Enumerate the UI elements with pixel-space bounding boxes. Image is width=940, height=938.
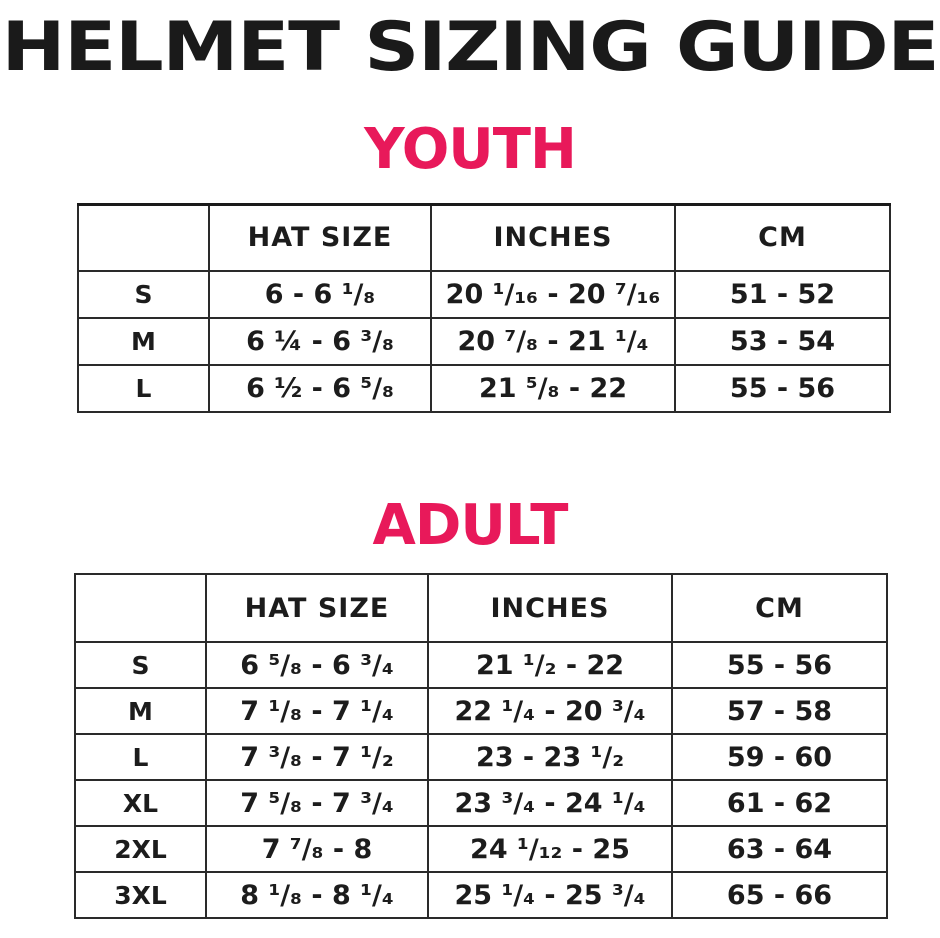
inches-cell: 21 ⁵/₈ - 22 [431, 365, 675, 412]
size-cell: 3XL [75, 872, 206, 918]
inches-cell: 21 ¹/₂ - 22 [428, 642, 672, 688]
inches-cell: 25 ¹/₄ - 25 ³/₄ [428, 872, 672, 918]
page-title: HELMET SIZING GUIDE [1, 8, 939, 87]
size-cell: 2XL [75, 826, 206, 872]
cm-cell: 53 - 54 [675, 318, 890, 365]
table-row [78, 271, 890, 318]
table-row [75, 872, 887, 918]
table-row [75, 734, 887, 780]
hat-size-cell: 7 ³/₈ - 7 ¹/₂ [206, 734, 428, 780]
hat-size-cell: 7 ¹/₈ - 7 ¹/₄ [206, 688, 428, 734]
inches-cell: 23 - 23 ¹/₂ [428, 734, 672, 780]
header-inches: INCHES [431, 205, 675, 271]
table-row [75, 642, 887, 688]
youth-size-table [77, 203, 891, 413]
size-cell: S [75, 642, 206, 688]
header-cm: CM [675, 205, 890, 271]
hat-size-cell: 6 - 6 ¹/₈ [209, 271, 431, 318]
header-inches: INCHES [428, 574, 672, 642]
header-hat-size: HAT SIZE [209, 205, 431, 271]
cm-cell: 55 - 56 [672, 642, 887, 688]
inches-cell: 24 ¹/₁₂ - 25 [428, 826, 672, 872]
table-row [78, 318, 890, 365]
hat-size-cell: 8 ¹/₈ - 8 ¹/₄ [206, 872, 428, 918]
hat-size-cell: 6 ⁵/₈ - 6 ³/₄ [206, 642, 428, 688]
cm-cell: 59 - 60 [672, 734, 887, 780]
adult-size-table [74, 573, 888, 919]
cm-cell: 65 - 66 [672, 872, 887, 918]
size-cell: L [75, 734, 206, 780]
table-row [75, 826, 887, 872]
inches-cell: 20 ⁷/₈ - 21 ¹/₄ [431, 318, 675, 365]
size-cell: L [78, 365, 209, 412]
hat-size-cell: 6 ¼ - 6 ³/₈ [209, 318, 431, 365]
header-hat-size: HAT SIZE [206, 574, 428, 642]
table-row [75, 780, 887, 826]
table-header-row [78, 205, 890, 271]
header-cm: CM [672, 574, 887, 642]
table-header-row [75, 574, 887, 642]
header-size [78, 205, 209, 271]
size-cell: S [78, 271, 209, 318]
size-cell: XL [75, 780, 206, 826]
header-size [75, 574, 206, 642]
youth-section-title: YOUTH [364, 117, 576, 182]
inches-cell: 22 ¹/₄ - 20 ³/₄ [428, 688, 672, 734]
inches-cell: 23 ³/₄ - 24 ¹/₄ [428, 780, 672, 826]
adult-section-title: ADULT [372, 493, 568, 558]
size-cell: M [78, 318, 209, 365]
table-row [75, 688, 887, 734]
inches-cell: 20 ¹/₁₆ - 20 ⁷/₁₆ [431, 271, 675, 318]
cm-cell: 61 - 62 [672, 780, 887, 826]
cm-cell: 55 - 56 [675, 365, 890, 412]
cm-cell: 51 - 52 [675, 271, 890, 318]
hat-size-cell: 6 ½ - 6 ⁵/₈ [209, 365, 431, 412]
hat-size-cell: 7 ⁷/₈ - 8 [206, 826, 428, 872]
hat-size-cell: 7 ⁵/₈ - 7 ³/₄ [206, 780, 428, 826]
size-cell: M [75, 688, 206, 734]
table-row [78, 365, 890, 412]
cm-cell: 57 - 58 [672, 688, 887, 734]
cm-cell: 63 - 64 [672, 826, 887, 872]
